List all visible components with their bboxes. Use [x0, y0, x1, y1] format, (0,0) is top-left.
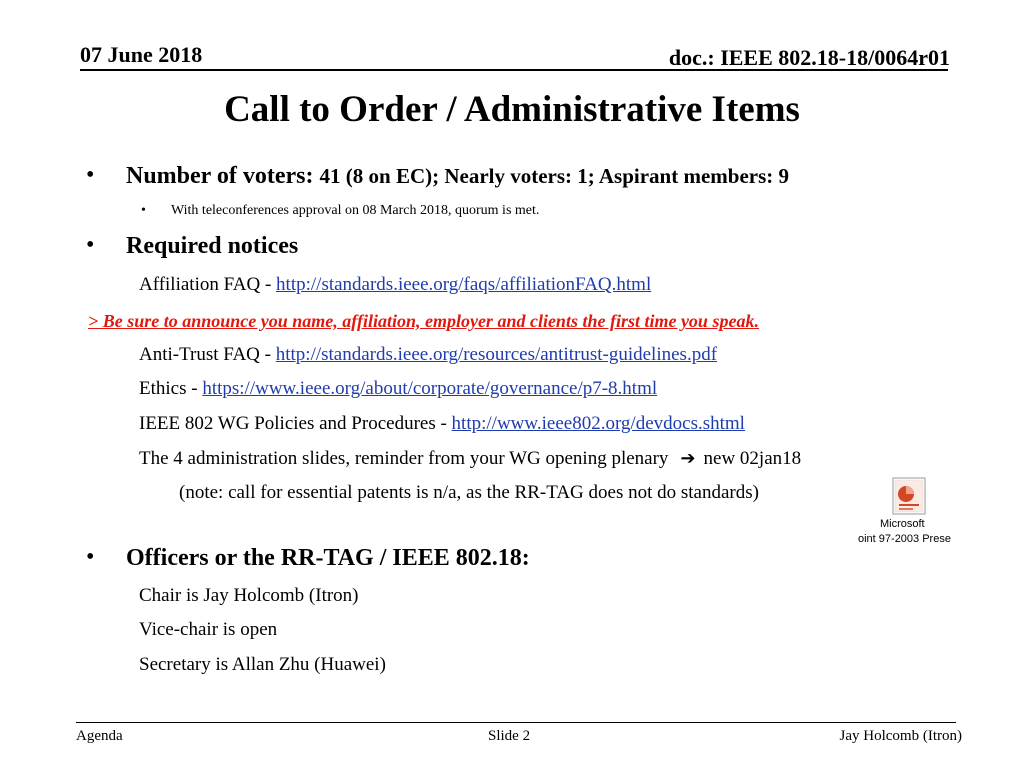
footer-right: Jay Holcomb (Itron)	[839, 728, 962, 744]
policies-label: IEEE 802 WG Policies and Procedures -	[139, 413, 452, 434]
header-doc-number: doc.: IEEE 802.18-18/0064r01	[668, 45, 950, 70]
policies-line	[139, 413, 745, 435]
officers-heading: Officers or the RR-TAG / IEEE 802.18:	[126, 545, 530, 571]
announce-warning: > Be sure to announce you name, affiliation, employer and clients the first time you speak.	[88, 311, 759, 331]
antitrust-link[interactable]: http://standards.ieee.org/resources/antitrust-guidelines.pdf	[275, 344, 718, 365]
antitrust-line	[139, 344, 717, 366]
bullet-dot: •	[86, 162, 95, 188]
antitrust-label: Anti-Trust FAQ -	[139, 344, 276, 365]
footer-slide-number: Slide 2	[488, 728, 531, 744]
sub-bullet-dot: •	[141, 203, 146, 218]
admin-new-text: new 02jan18	[703, 448, 802, 469]
right-arrow-icon: ➔	[680, 448, 696, 468]
admin-slides-line	[139, 448, 801, 470]
bullet-dot: •	[86, 232, 95, 258]
powerpoint-icon[interactable]	[892, 477, 926, 515]
ethics-line	[139, 378, 657, 400]
admin-slides-text: The 4 administration slides, reminder from your WG opening plenary	[139, 448, 669, 469]
affiliation-link[interactable]: http://standards.ieee.org/faqs/affiliationFAQ.html	[276, 274, 652, 295]
bullet-dot: •	[86, 544, 95, 570]
officer-secretary: Secretary is Allan Zhu (Huawei)	[139, 654, 386, 675]
header-divider	[80, 69, 948, 71]
notices-heading: Required notices	[126, 233, 299, 259]
voters-line	[126, 163, 789, 190]
quorum-note: With teleconferences approval on 08 March 2018, quorum is met.	[171, 203, 540, 218]
footer-left: Agenda	[76, 728, 123, 744]
affiliation-label: Affiliation FAQ -	[139, 274, 277, 295]
footer-divider	[76, 722, 956, 723]
affiliation-line	[139, 274, 651, 296]
slide-title: Call to Order / Administrative Items	[224, 89, 800, 130]
officer-vice-chair: Vice-chair is open	[139, 619, 278, 640]
ethics-label: Ethics -	[139, 378, 203, 399]
policies-link[interactable]: http://www.ieee802.org/devdocs.shtml	[451, 413, 745, 434]
ethics-link[interactable]: https://www.ieee.org/about/corporate/governance/p7-8.html	[202, 378, 658, 399]
header-date: 07 June 2018	[80, 42, 203, 67]
voters-label: Number of voters:	[126, 163, 314, 189]
voters-details: 41 (8 on EC); Nearly voters: 1; Aspirant members: 9	[319, 164, 790, 188]
officer-chair: Chair is Jay Holcomb (Itron)	[139, 585, 359, 606]
embedded-object-caption-2: oint 97-2003 Prese	[858, 533, 951, 545]
patents-note: (note: call for essential patents is n/a, as the RR-TAG does not do standards)	[179, 482, 759, 503]
embedded-object-caption-1: Microsoft	[880, 518, 925, 530]
